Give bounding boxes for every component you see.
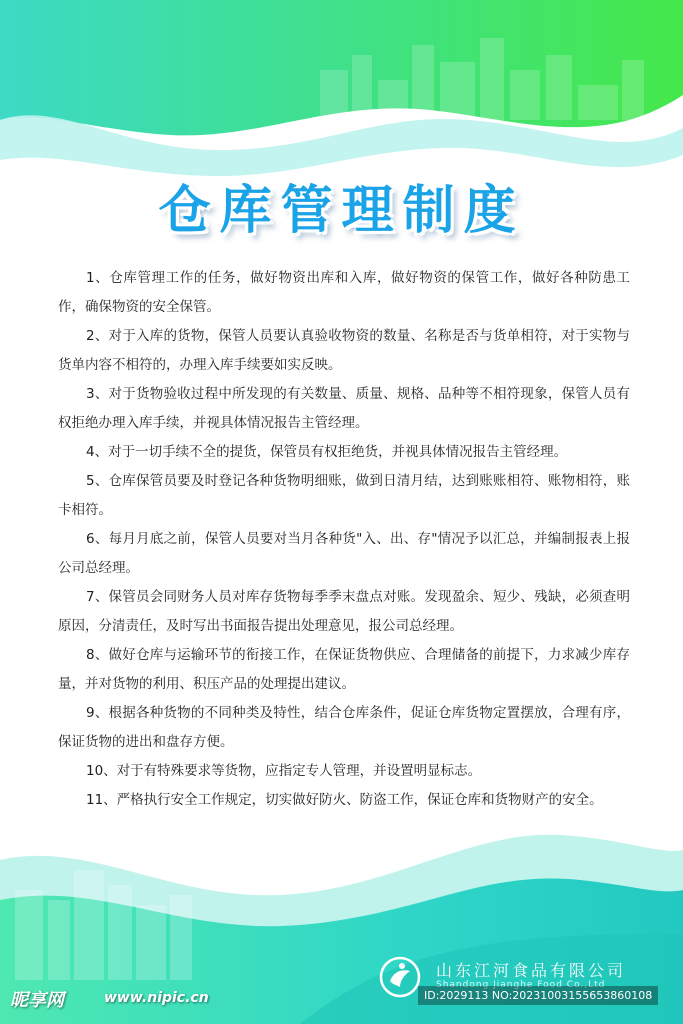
page-title: 仓库管理制度 <box>158 181 525 241</box>
company-logo-icon <box>378 955 422 999</box>
watermark-brand: 昵享网 <box>10 990 64 1011</box>
rule-item: 6、每月月底之前，保管人员要对当月各种货"入、出、存"情况予以汇总，并编制报表上报公司总经理。 <box>58 531 630 576</box>
rule-item: 1、仓库管理工作的任务，做好物资出库和入库，做好物资的保管工作，做好各种防患工作，确保物资的安全保管。 <box>58 270 630 315</box>
rules-list <box>58 264 630 815</box>
rule-item: 10、对于有特殊要求等货物，应指定专人管理，并设置明显标志。 <box>86 763 482 779</box>
rule-item: 4、对于一切手续不全的提货，保管员有权拒绝货，并视具体情况报告主管经理。 <box>86 444 568 460</box>
watermark-id: ID:2029113 NO:20231003155653860108 <box>418 986 658 1005</box>
rule-item: 3、对于货物验收过程中所发现的有关数量、质量、规格、品种等不相符现象，保管人员有权拒绝办理入库手续，并视具体情况报告主管经理。 <box>58 386 630 431</box>
rule-item: 8、做好仓库与运输环节的衔接工作，在保证货物供应、合理储备的前提下，力求减少库存量，并对货物的利用、积压产品的处理提出建议。 <box>58 647 630 692</box>
rule-item: 2、对于入库的货物，保管人员要认真验收物资的数量、名称是否与货单相符，对于实物与货单内容不相符的，办理入库手续要如实反映。 <box>58 328 630 373</box>
rule-item: 9、根据各种货物的不同种类及特性，结合仓库条件，促证仓库货物定置摆放，合理有序，保证货物的进出和盘存方便。 <box>58 705 630 750</box>
company-name-en: Shandong Jianghe Food Co.,Ltd <box>436 980 606 990</box>
rule-item: 5、仓库保管员要及时登记各种货物明细账，做到日清月结，达到账账相符、账物相符，账卡相符。 <box>58 473 630 518</box>
watermark-url: www.nipic.cn <box>104 990 209 1006</box>
rule-item: 7、保管员会同财务人员对库存货物每季季末盘点对账。发现盈余、短少、残缺，必须查明原因，分清责任，及时写出书面报告提出处理意见，报公司总经理。 <box>58 589 630 634</box>
company-name: 山东江河食品有限公司 <box>436 961 627 980</box>
rule-item: 11、严格执行安全工作规定，切实做好防火、防盗工作，保证仓库和货物财产的安全。 <box>86 792 603 808</box>
